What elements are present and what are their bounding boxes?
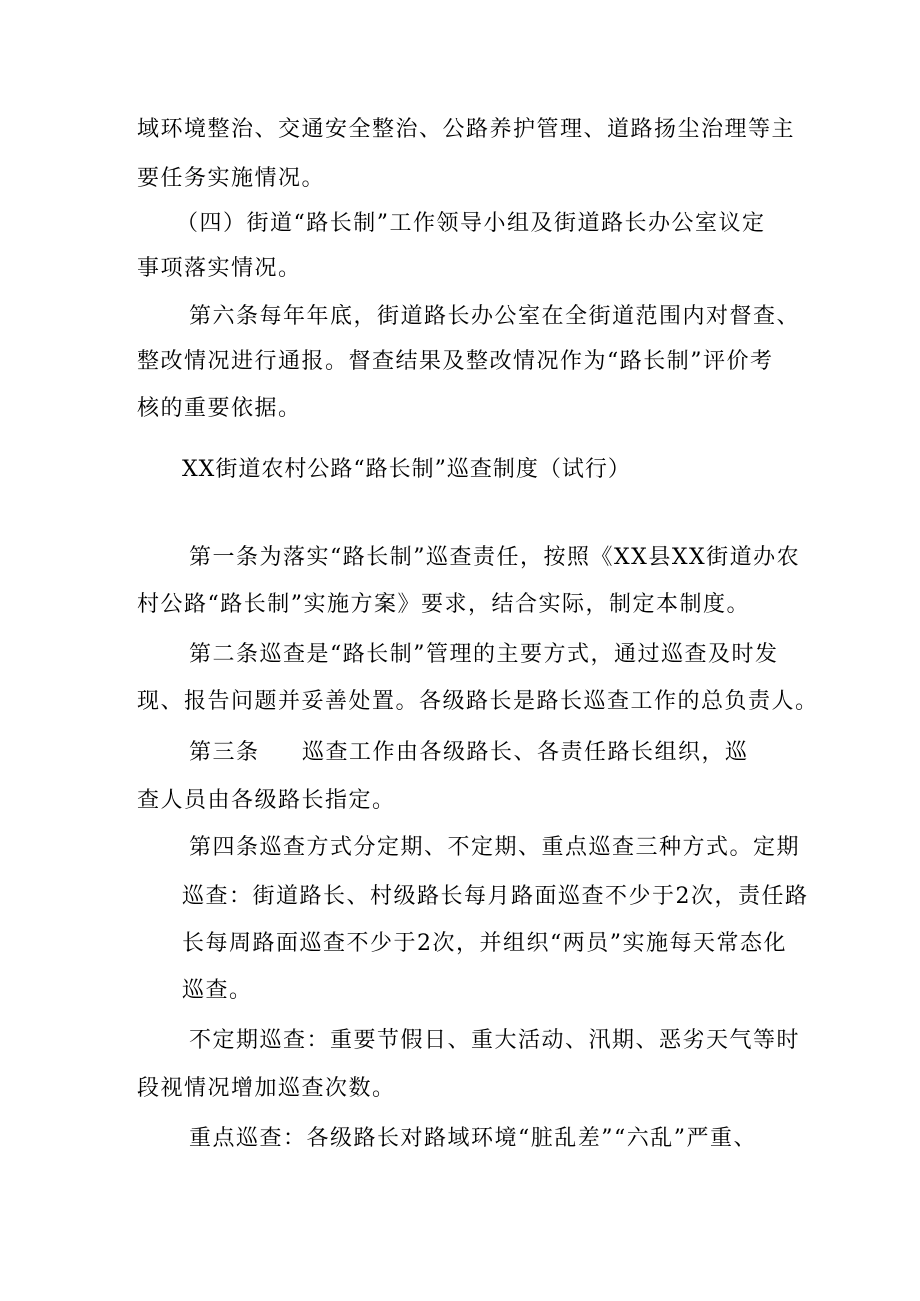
text-line: 要任务实施情况。: [137, 166, 326, 191]
text-line: 第一条为落实“路长制”巡查责任，按照《XX县XX街道办农: [189, 545, 801, 570]
text-line: 域环境整治、交通安全整治、公路养护管理、道路扬尘治理等主: [137, 117, 796, 142]
text-line: 事项落实情况。: [137, 256, 302, 281]
text-line: 段视情况增加巡查次数。: [137, 1076, 396, 1101]
text-line: 村公路“路长制”实施方案》要求，结合实际，制定本制度。: [137, 592, 750, 617]
text-line: 重点巡查：各级路长对路域环境“脏乱差”“六乱”严重、: [189, 1126, 757, 1151]
text-line: 第四条巡查方式分定期、不定期、重点巡查三种方式。定期: [189, 835, 801, 860]
text-line: （四）街道“路长制”工作领导小组及街道路长办公室议定: [176, 211, 766, 236]
text-line: 整改情况进行通报。督查结果及整改情况作为“路长制”评价考: [137, 349, 774, 374]
text-line: 巡查工作由各级路长、各责任路长组织，巡: [302, 740, 749, 765]
section-heading: XX街道农村公路“路长制”巡查制度（试行）: [182, 457, 631, 482]
article-label: 第三条: [189, 740, 260, 765]
text-line: 第六条每年年底，街道路长办公室在全街道范围内对督查、: [189, 304, 801, 329]
text-line: 巡查。: [182, 978, 253, 1003]
text-line: 不定期巡查：重要节假日、重大活动、汛期、恶劣天气等时: [189, 1028, 801, 1053]
text-line: 现、报告问题并妥善处置。各级路长是路长巡查工作的总负责人。: [137, 689, 819, 714]
text-line: 第二条巡查是“路长制”管理的主要方式，通过巡查及时发: [189, 642, 779, 667]
text-line: 核的重要依据。: [137, 396, 302, 421]
text-line: 长每周路面巡查不少于2次，并组织“两员”实施每天常态化: [182, 931, 787, 956]
text-line: 巡查：街道路长、村级路长每月路面巡查不少于2次，责任路: [182, 884, 809, 909]
text-line: 查人员由各级路长指定。: [137, 788, 396, 813]
